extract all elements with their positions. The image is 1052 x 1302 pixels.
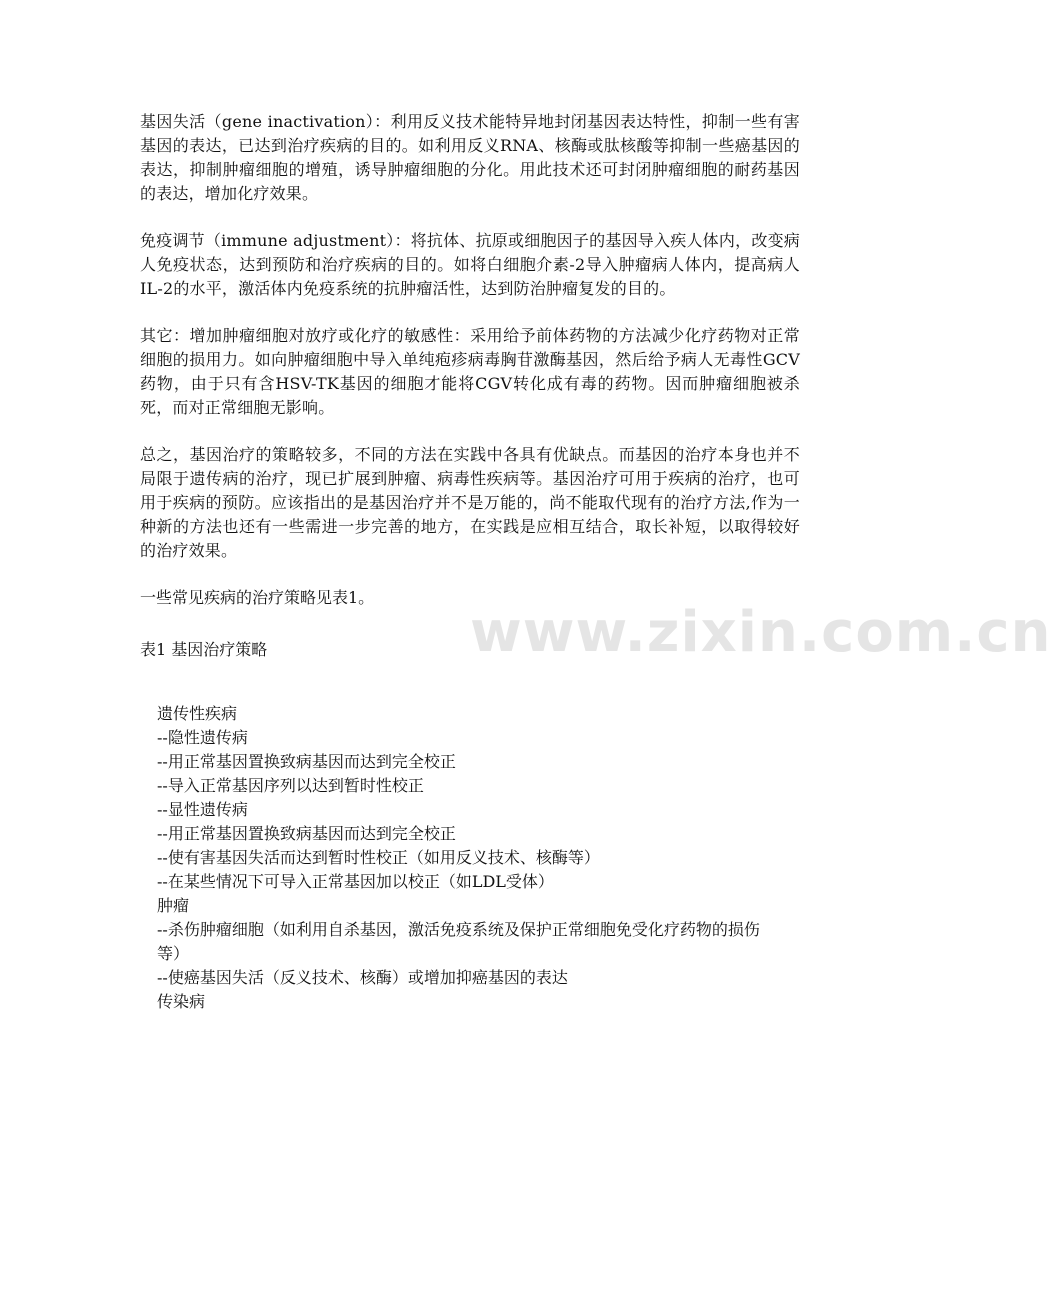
outline-item: --使有害基因失活而达到暂时性校正（如用反义技术、核酶等） — [157, 848, 600, 867]
strategy-outline — [157, 702, 797, 1014]
paragraph-immune-adjustment: 免疫调节（immune adjustment）：将抗体、抗原或细胞因子的基因导入疾人体内，改变病人免疫状态，达到预防和治疗疾病的目的。如将白细胞介素-2导入肿瘤病人体内，提高病人IL-2的水平，激活体内免疫系统的抗肿瘤活性，达到防治肿瘤复发的目的。 — [140, 231, 800, 298]
outline-item: --用正常基因置换致病基因而达到完全校正 — [157, 752, 456, 771]
outline-category-genetic: 遗传性疾病 — [157, 704, 238, 723]
outline-item: --导入正常基因序列以达到暂时性校正 — [157, 776, 424, 795]
paragraph-gene-inactivation: 基因失活（gene inactivation）：利用反义技术能特异地封闭基因表达特性，抑制一些有害基因的表达，已达到治疗疾病的目的。如利用反义RNA、核酶或肽核酸等抑制一些癌基因的表达，抑制肿瘤细胞的增殖，诱导肿瘤细胞的分化。用此技术还可封闭肿瘤细胞的耐药基因的表达，增加化疗效果。 — [140, 112, 800, 203]
document-body — [140, 110, 800, 662]
outline-category-infectious: 传染病 — [157, 992, 206, 1011]
outline-item: --用正常基因置换致病基因而达到完全校正 — [157, 824, 456, 843]
table-reference-line: 一些常见疾病的治疗策略见表1。 — [140, 588, 375, 607]
paragraph-other: 其它：增加肿瘤细胞对放疗或化疗的敏感性：采用给予前体药物的方法减少化疗药物对正常细胞的损用力。如向肿瘤细胞中导入单纯疱疹病毒胸苷激酶基因，然后给予病人无毒性GCV药物，由于只有含HSV-TK基因的细胞才能将CGV转化成有毒的药物。因而肿瘤细胞被杀死，而对正常细胞无影响。 — [140, 326, 800, 417]
outline-item: --杀伤肿瘤细胞（如利用自杀基因，激活免疫系统及保护正常细胞免受化疗药物的损伤等） — [157, 920, 760, 963]
outline-item: --使癌基因失活（反义技术、核酶）或增加抑癌基因的表达 — [157, 968, 568, 987]
outline-item: --在某些情况下可导入正常基因加以校正（如LDL受体） — [157, 872, 554, 891]
watermark: www.zixin.com.cn — [470, 600, 1052, 665]
paragraph-summary: 总之，基因治疗的策略较多，不同的方法在实践中各具有优缺点。而基因的治疗本身也并不局限于遗传病的治疗，现已扩展到肿瘤、病毒性疾病等。基因治疗可用于疾病的治疗，也可用于疾病的预防。应该指出的是基因治疗并不是万能的，尚不能取代现有的治疗方法,作为一种新的方法也还有一些需进一步完善的地方，在实践是应相互结合，取长补短，以取得较好的治疗效果。 — [140, 445, 800, 560]
table-caption: 表1 基因治疗策略 — [140, 640, 268, 659]
outline-recessive: --隐性遗传病 — [157, 728, 248, 747]
outline-category-tumor: 肿瘤 — [157, 896, 190, 915]
outline-dominant: --显性遗传病 — [157, 800, 248, 819]
